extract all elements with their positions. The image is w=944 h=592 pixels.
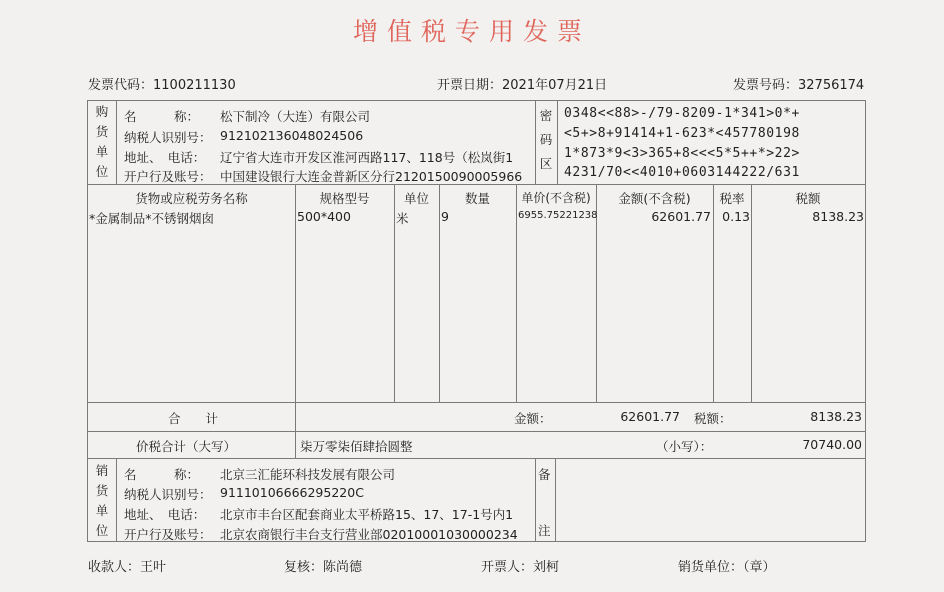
reviewer-value: 陈尚德: [323, 560, 363, 575]
cipher-section-label: [535, 104, 557, 176]
totals-amount-value: 62601.77: [620, 409, 680, 424]
payee-value: 王叶: [140, 560, 167, 575]
buyer-address-label: 地址、 电话：: [124, 150, 206, 165]
remarks-label-char: 备: [538, 467, 551, 482]
items-header-amount: 金额(不含税): [618, 191, 691, 206]
buyer-bank-label: 开户行及账号：: [124, 169, 212, 184]
buyer-name-label: 名 称：: [124, 109, 200, 124]
reviewer: [284, 556, 362, 575]
item-tax: 8138.23: [812, 209, 864, 224]
buyer-taxid-label: 纳税人识别号：: [124, 130, 212, 145]
cipher-line: 4231/70<<4010+0603144222/631: [564, 165, 800, 180]
reviewer-label: 复核：: [284, 560, 324, 575]
buyer-label-char: 货: [95, 124, 109, 139]
invoice-number: [733, 74, 864, 93]
seller-taxid-value: 91110106666295220C: [220, 485, 364, 500]
divider: [535, 458, 536, 542]
invoice-code: [88, 74, 236, 93]
invoice-code-value: 1100211130: [153, 78, 236, 93]
totals-tax-value: 8138.23: [810, 409, 862, 424]
invoice-date: [437, 74, 607, 93]
buyer-section-label: [88, 102, 116, 182]
divider: [88, 402, 865, 403]
buyer-name-value: 松下制冷（大连）有限公司: [220, 109, 371, 124]
seller-section-label: [88, 461, 116, 541]
invoice-table: [87, 100, 866, 542]
items-header-rate: 税率: [719, 191, 745, 206]
cipher-line: 1*873*9<3>365+8<<<5*5++*>22>: [564, 146, 800, 161]
seller-name-value: 北京三汇能环科技发展有限公司: [220, 467, 396, 482]
items-header-unit: 单位: [403, 191, 429, 206]
payee-label: 收款人：: [88, 560, 141, 575]
cipher-label-char: 码: [539, 132, 553, 147]
grand-total-small-label: （小写）：: [656, 439, 713, 454]
divider: [439, 184, 440, 402]
items-header-price: 单价(不含税): [521, 191, 591, 205]
item-name: *金属制品*不锈钢烟囱: [89, 211, 215, 226]
grand-total-words: 柒万零柒佰肆拾圆整: [300, 439, 413, 454]
item-price: 6955.75221238: [518, 210, 598, 221]
divider: [394, 184, 395, 402]
items-header-qty: 数量: [464, 191, 490, 206]
cipher-label-char: 区: [539, 156, 553, 171]
divider: [116, 458, 117, 542]
drawer: [481, 556, 559, 575]
seller-bank-value: 北京农商银行丰台支行营业部0201000103000023​4: [220, 527, 518, 542]
buyer-label-char: 位: [95, 164, 109, 179]
seller-taxid-label: 纳税人识别号：: [124, 487, 212, 502]
invoice-date-label: 开票日期：: [437, 78, 503, 93]
invoice-number-label: 发票号码：: [733, 78, 799, 93]
divider: [88, 458, 865, 459]
payee: [88, 556, 166, 575]
buyer-label-char: 购: [95, 104, 109, 119]
totals-label: 合 计: [168, 411, 219, 426]
item-qty: 9: [441, 209, 449, 224]
seller-name-label: 名 称：: [124, 467, 200, 482]
seller-label-char: 销: [95, 463, 109, 478]
items-header-tax: 税额: [795, 191, 821, 206]
item-spec: 500*400: [297, 209, 351, 224]
divider: [557, 101, 558, 184]
remarks-label-char: 注: [538, 523, 551, 538]
invoice-date-value: 2021年07月21日: [502, 78, 608, 93]
buyer-label-char: 单: [95, 144, 109, 159]
cipher-label-char: 密: [539, 108, 553, 123]
invoice-title: 增值税专用发票: [352, 17, 591, 46]
totals-amount-label: 金额：: [514, 411, 552, 426]
item-amount: 62601.77: [651, 209, 711, 224]
divider: [516, 184, 517, 402]
seller-label-char: 单: [95, 503, 109, 518]
drawer-value: 刘柯: [533, 560, 560, 575]
items-header-spec: 规格型号: [319, 191, 370, 206]
cipher-line: 0348<<88>-/79-8209-1*341>0*+: [564, 106, 800, 121]
divider: [555, 458, 556, 542]
divider: [295, 402, 296, 458]
item-rate: 0.13: [722, 209, 750, 224]
grand-total-small-value: 70740.00: [802, 437, 862, 452]
cipher-line: <5+>8+91414+1-623*<457780198: [564, 126, 800, 141]
seller-bank-label: 开户行及账号：: [124, 527, 212, 542]
items-header-name: 货物或应税劳务名称: [135, 191, 248, 206]
seller-seal: 销货单位：（章）: [678, 560, 776, 575]
divider: [116, 101, 117, 184]
drawer-label: 开票人：: [481, 560, 534, 575]
buyer-bank-value: 中国建设银行大连金普新区分行2120150090005966: [220, 169, 523, 184]
grand-total-label: 价税合计（大写）: [136, 439, 237, 454]
divider: [295, 184, 296, 402]
totals-tax-label: 税额：: [694, 411, 732, 426]
seller-address-value: 北京市丰台区配套商业太平桥路15、17、17-1号内1: [220, 507, 514, 522]
item-unit: 米: [396, 211, 409, 226]
buyer-taxid-value: 912102136048024506: [220, 128, 364, 143]
seller-address-label: 地址、 电话：: [124, 507, 206, 522]
invoice-number-value: 32756174: [798, 78, 865, 93]
seller-label-char: 位: [95, 523, 109, 538]
buyer-address-value: 辽宁省大连市开发区淮河西路117、118号（松岚街1: [220, 150, 514, 165]
seller-label-char: 货: [95, 483, 109, 498]
invoice-code-label: 发票代码：: [88, 78, 154, 93]
divider: [88, 431, 865, 432]
